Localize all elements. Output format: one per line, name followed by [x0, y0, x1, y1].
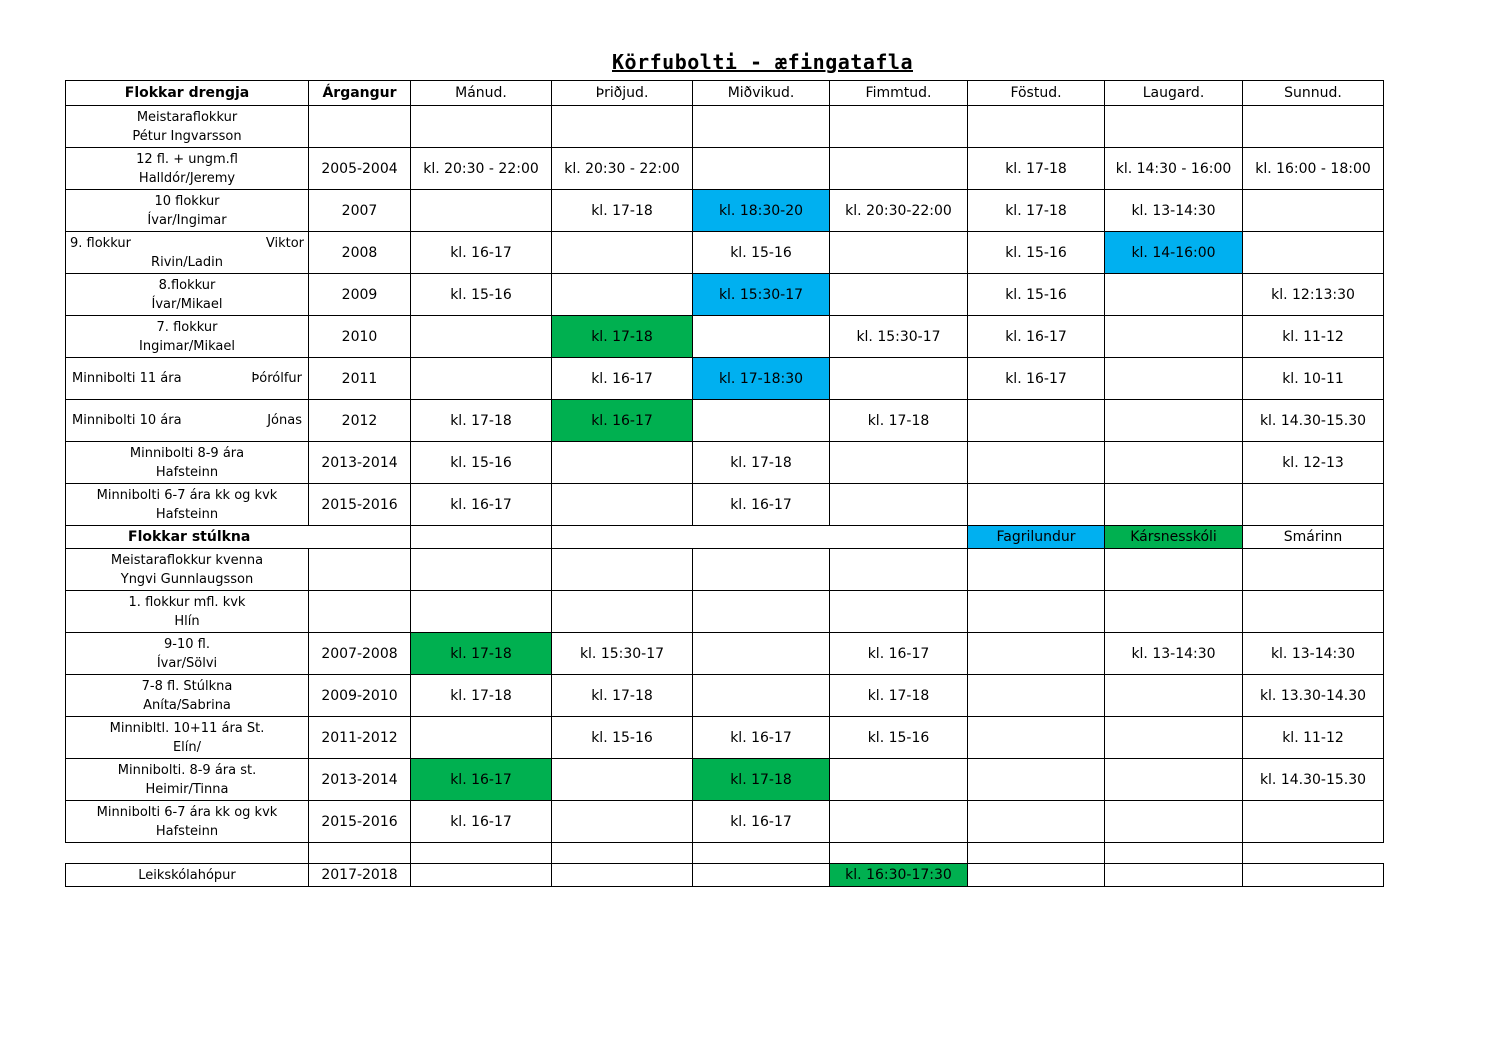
session-cell	[968, 864, 1105, 887]
session-cell	[693, 864, 830, 887]
year-cell	[309, 549, 411, 591]
session-cell	[552, 106, 693, 148]
session-cell: kl. 16-17	[411, 232, 552, 274]
session-cell: kl. 20:30 - 22:00	[411, 148, 552, 190]
session-cell	[552, 801, 693, 843]
session-cell: kl. 15:30-17	[830, 316, 968, 358]
table-row	[66, 675, 1384, 717]
year-cell: 2005-2004	[309, 148, 411, 190]
table-row	[66, 442, 1384, 484]
category-name: Minnibolti. 8-9 ára st.	[117, 762, 257, 778]
session-cell	[693, 675, 830, 717]
session-cell	[1105, 442, 1243, 484]
session-cell	[830, 484, 968, 526]
session-cell	[968, 633, 1105, 675]
blank-row	[66, 843, 1384, 864]
category-cell	[66, 549, 309, 591]
year-cell: 2009	[309, 274, 411, 316]
category-cell	[66, 358, 309, 400]
session-cell: kl. 16-17	[693, 801, 830, 843]
session-cell	[693, 591, 830, 633]
session-cell	[1105, 358, 1243, 400]
session-cell: kl. 15-16	[968, 232, 1105, 274]
coach-name: Ívar/Mikael	[151, 296, 223, 312]
category-name: 9. flokkur	[70, 235, 131, 251]
location-legend: Fagrilundur	[968, 526, 1105, 549]
empty-cell	[411, 526, 552, 549]
session-cell: kl. 16-17	[411, 759, 552, 801]
location-legend: Kársnesskóli	[1105, 526, 1243, 549]
session-cell: kl. 17-18	[552, 316, 693, 358]
session-cell	[830, 442, 968, 484]
category-name: Meistaraflokkur	[136, 109, 238, 125]
session-cell: kl. 17-18:30	[693, 358, 830, 400]
session-cell	[693, 549, 830, 591]
session-cell	[693, 148, 830, 190]
session-cell: kl. 16-17	[830, 633, 968, 675]
table-row	[66, 717, 1384, 759]
table-row	[66, 316, 1384, 358]
session-cell	[1105, 675, 1243, 717]
session-cell	[552, 759, 693, 801]
category-cell	[66, 190, 309, 232]
session-cell	[1105, 591, 1243, 633]
year-cell	[309, 591, 411, 633]
table-row	[66, 358, 1384, 400]
coach-name: Ívar/Sölvi	[156, 655, 218, 671]
coach-name: Jónas	[267, 413, 302, 428]
session-cell: kl. 16-17	[411, 801, 552, 843]
category-name: Minnibolti 6-7 ára kk og kvk	[96, 487, 278, 503]
coach-name: Hafsteinn	[155, 506, 219, 522]
category-cell	[66, 717, 309, 759]
category-cell	[66, 106, 309, 148]
session-cell	[411, 549, 552, 591]
empty-cell	[830, 843, 968, 864]
table-row	[66, 400, 1384, 442]
session-cell	[411, 591, 552, 633]
session-cell	[968, 484, 1105, 526]
year-cell: 2011	[309, 358, 411, 400]
table-row	[66, 148, 1384, 190]
category-name: Meistaraflokkur kvenna	[110, 552, 264, 568]
session-cell	[830, 148, 968, 190]
coach-name: Hafsteinn	[155, 464, 219, 480]
session-cell: kl. 14:30 - 16:00	[1105, 148, 1243, 190]
session-cell: kl. 15:30-17	[693, 274, 830, 316]
session-cell	[1243, 106, 1384, 148]
category-name: Leikskólahópur	[66, 864, 309, 887]
header-row	[66, 81, 1384, 106]
coach-name: Þórólfur	[251, 371, 302, 386]
schedule-table	[65, 80, 1384, 887]
category-cell	[66, 442, 309, 484]
day-header: Þriðjud.	[552, 81, 693, 106]
session-cell: kl. 17-18	[693, 442, 830, 484]
coach-name: Viktor	[265, 235, 304, 251]
session-cell	[552, 274, 693, 316]
session-cell: kl. 17-18	[552, 675, 693, 717]
year-cell: 2012	[309, 400, 411, 442]
table-row	[66, 232, 1384, 274]
session-cell	[693, 400, 830, 442]
empty-cell	[552, 526, 968, 549]
coach-name: Heimir/Tinna	[145, 781, 229, 797]
page-title: Körfubolti - æfingatafla	[612, 50, 913, 74]
table-row	[66, 549, 1384, 591]
category-cell	[66, 675, 309, 717]
session-cell: kl. 11-12	[1243, 316, 1384, 358]
session-cell: kl. 16-17	[552, 358, 693, 400]
coach-name: Elín/	[172, 739, 202, 755]
session-cell: kl. 17-18	[552, 190, 693, 232]
coach-name: Halldór/Jeremy	[138, 170, 236, 186]
day-header: Fimmtud.	[830, 81, 968, 106]
empty-cell	[968, 843, 1105, 864]
table-row	[66, 484, 1384, 526]
session-cell: kl. 16-17	[552, 400, 693, 442]
table-row	[66, 801, 1384, 843]
session-cell	[552, 442, 693, 484]
empty-cell	[411, 843, 552, 864]
coach-name: Rivin/Ladin	[151, 254, 223, 270]
session-cell: kl. 17-18	[830, 400, 968, 442]
year-cell: 2011-2012	[309, 717, 411, 759]
session-cell	[411, 358, 552, 400]
coach-name: Ingimar/Mikael	[139, 338, 235, 354]
empty-cell	[693, 843, 830, 864]
session-cell	[1105, 717, 1243, 759]
session-cell: kl. 14.30-15.30	[1243, 759, 1384, 801]
category-name: 9-10 fl.	[164, 636, 210, 652]
coach-name: Hlín	[174, 613, 200, 629]
session-cell	[1243, 864, 1384, 887]
girls-header-row	[66, 526, 1384, 549]
day-header: Laugard.	[1105, 81, 1243, 106]
session-cell	[1105, 759, 1243, 801]
session-cell	[968, 442, 1105, 484]
session-cell	[1105, 549, 1243, 591]
session-cell	[830, 759, 968, 801]
session-cell	[1243, 801, 1384, 843]
session-cell	[1105, 316, 1243, 358]
table-row	[66, 633, 1384, 675]
session-cell	[830, 106, 968, 148]
table-row	[66, 274, 1384, 316]
year-cell: 2013-2014	[309, 442, 411, 484]
session-cell: kl. 20:30 - 22:00	[552, 148, 693, 190]
coach-name: Hafsteinn	[155, 823, 219, 839]
session-cell	[693, 633, 830, 675]
session-cell: kl. 18:30-20	[693, 190, 830, 232]
coach-name: Pétur Ingvarsson	[132, 128, 242, 144]
category-name: 7. flokkur	[156, 319, 218, 335]
year-cell: 2013-2014	[309, 759, 411, 801]
year-cell: 2010	[309, 316, 411, 358]
category-cell	[66, 801, 309, 843]
category-cell	[66, 400, 309, 442]
session-cell	[1105, 274, 1243, 316]
category-name: 12 fl. + ungm.fl	[136, 151, 238, 167]
session-cell	[968, 549, 1105, 591]
session-cell: kl. 10-11	[1243, 358, 1384, 400]
category-cell	[66, 232, 309, 274]
session-cell: kl. 16:30-17:30	[830, 864, 968, 887]
category-name: 8.flokkur	[158, 277, 216, 293]
empty-cell	[552, 843, 693, 864]
session-cell	[552, 484, 693, 526]
session-cell	[968, 717, 1105, 759]
empty-cell	[1243, 843, 1384, 864]
session-cell	[968, 591, 1105, 633]
category-name: 10 flokkur	[154, 193, 220, 209]
session-cell	[830, 358, 968, 400]
session-cell	[693, 316, 830, 358]
session-cell: kl. 17-18	[968, 190, 1105, 232]
session-cell: kl. 15:30-17	[552, 633, 693, 675]
session-cell: kl. 15-16	[411, 274, 552, 316]
year-cell: 2015-2016	[309, 801, 411, 843]
session-cell: kl. 17-18	[411, 633, 552, 675]
session-cell	[968, 400, 1105, 442]
category-header: Flokkar drengja	[66, 81, 309, 106]
session-cell: kl. 16-17	[968, 316, 1105, 358]
session-cell	[968, 759, 1105, 801]
year-cell: 2007	[309, 190, 411, 232]
session-cell	[1243, 484, 1384, 526]
session-cell: kl. 17-18	[693, 759, 830, 801]
session-cell	[552, 232, 693, 274]
session-cell	[411, 190, 552, 232]
session-cell: kl. 17-18	[968, 148, 1105, 190]
coach-name: Ívar/Ingimar	[147, 212, 227, 228]
day-header: Sunnud.	[1243, 81, 1384, 106]
coach-name: Aníta/Sabrina	[143, 697, 231, 713]
category-name: Minnibolti 8-9 ára	[129, 445, 245, 461]
category-name: 1. flokkur mfl. kvk	[128, 594, 246, 610]
session-cell	[1105, 106, 1243, 148]
category-cell	[66, 633, 309, 675]
year-cell: 2015-2016	[309, 484, 411, 526]
session-cell	[693, 106, 830, 148]
day-header: Mánud.	[411, 81, 552, 106]
session-cell	[411, 106, 552, 148]
session-cell: kl. 17-18	[411, 400, 552, 442]
location-legend: Smárinn	[1243, 526, 1384, 549]
session-cell	[1243, 549, 1384, 591]
empty-cell	[66, 843, 309, 864]
session-cell	[411, 864, 552, 887]
session-cell: kl. 16:00 - 18:00	[1243, 148, 1384, 190]
day-header: Miðvikud.	[693, 81, 830, 106]
session-cell	[830, 232, 968, 274]
session-cell: kl. 13-14:30	[1105, 190, 1243, 232]
session-cell: kl. 20:30-22:00	[830, 190, 968, 232]
category-cell	[66, 484, 309, 526]
year-cell: 2009-2010	[309, 675, 411, 717]
category-cell	[66, 591, 309, 633]
session-cell	[411, 316, 552, 358]
session-cell	[1105, 864, 1243, 887]
session-cell	[968, 106, 1105, 148]
year-cell: 2008	[309, 232, 411, 274]
session-cell	[1243, 232, 1384, 274]
session-cell	[1243, 591, 1384, 633]
session-cell	[552, 864, 693, 887]
category-name: Minnibolti 6-7 ára kk og kvk	[96, 804, 278, 820]
session-cell: kl. 16-17	[968, 358, 1105, 400]
table-row	[66, 864, 1384, 887]
session-cell: kl. 15-16	[411, 442, 552, 484]
session-cell: kl. 15-16	[552, 717, 693, 759]
session-cell	[1105, 801, 1243, 843]
session-cell	[411, 717, 552, 759]
year-cell	[309, 106, 411, 148]
session-cell: kl. 16-17	[693, 484, 830, 526]
year-header: Árgangur	[309, 81, 411, 106]
category-name: Minnibolti 10 ára	[72, 413, 182, 428]
category-name: Minnibltl. 10+11 ára St.	[109, 720, 265, 736]
session-cell: kl. 13.30-14.30	[1243, 675, 1384, 717]
session-cell: kl. 15-16	[968, 274, 1105, 316]
table-row	[66, 106, 1384, 148]
session-cell	[552, 549, 693, 591]
session-cell	[830, 591, 968, 633]
session-cell	[830, 549, 968, 591]
session-cell	[968, 801, 1105, 843]
category-cell	[66, 316, 309, 358]
year-cell: 2007-2008	[309, 633, 411, 675]
day-header: Föstud.	[968, 81, 1105, 106]
session-cell	[1105, 484, 1243, 526]
session-cell: kl. 13-14:30	[1243, 633, 1384, 675]
session-cell	[1243, 190, 1384, 232]
session-cell	[1105, 400, 1243, 442]
category-cell	[66, 148, 309, 190]
session-cell: kl. 15-16	[693, 232, 830, 274]
empty-cell	[309, 843, 411, 864]
table-row	[66, 591, 1384, 633]
category-name: 7-8 fl. Stúlkna	[141, 678, 233, 694]
year-cell: 2017-2018	[309, 864, 411, 887]
session-cell: kl. 12-13	[1243, 442, 1384, 484]
session-cell	[552, 591, 693, 633]
session-cell: kl. 13-14:30	[1105, 633, 1243, 675]
table-row	[66, 190, 1384, 232]
session-cell: kl. 14.30-15.30	[1243, 400, 1384, 442]
session-cell: kl. 16-17	[411, 484, 552, 526]
category-cell	[66, 759, 309, 801]
session-cell: kl. 11-12	[1243, 717, 1384, 759]
session-cell: kl. 17-18	[830, 675, 968, 717]
session-cell: kl. 16-17	[693, 717, 830, 759]
session-cell	[830, 801, 968, 843]
session-cell: kl. 17-18	[411, 675, 552, 717]
session-cell: kl. 14-16:00	[1105, 232, 1243, 274]
coach-name: Yngvi Gunnlaugsson	[120, 571, 254, 587]
session-cell	[830, 274, 968, 316]
girls-category-header: Flokkar stúlkna	[66, 526, 411, 549]
session-cell: kl. 15-16	[830, 717, 968, 759]
empty-cell	[1105, 843, 1243, 864]
category-cell	[66, 274, 309, 316]
category-name: Minnibolti 11 ára	[72, 371, 182, 386]
session-cell	[968, 675, 1105, 717]
session-cell: kl. 12:13:30	[1243, 274, 1384, 316]
table-row	[66, 759, 1384, 801]
